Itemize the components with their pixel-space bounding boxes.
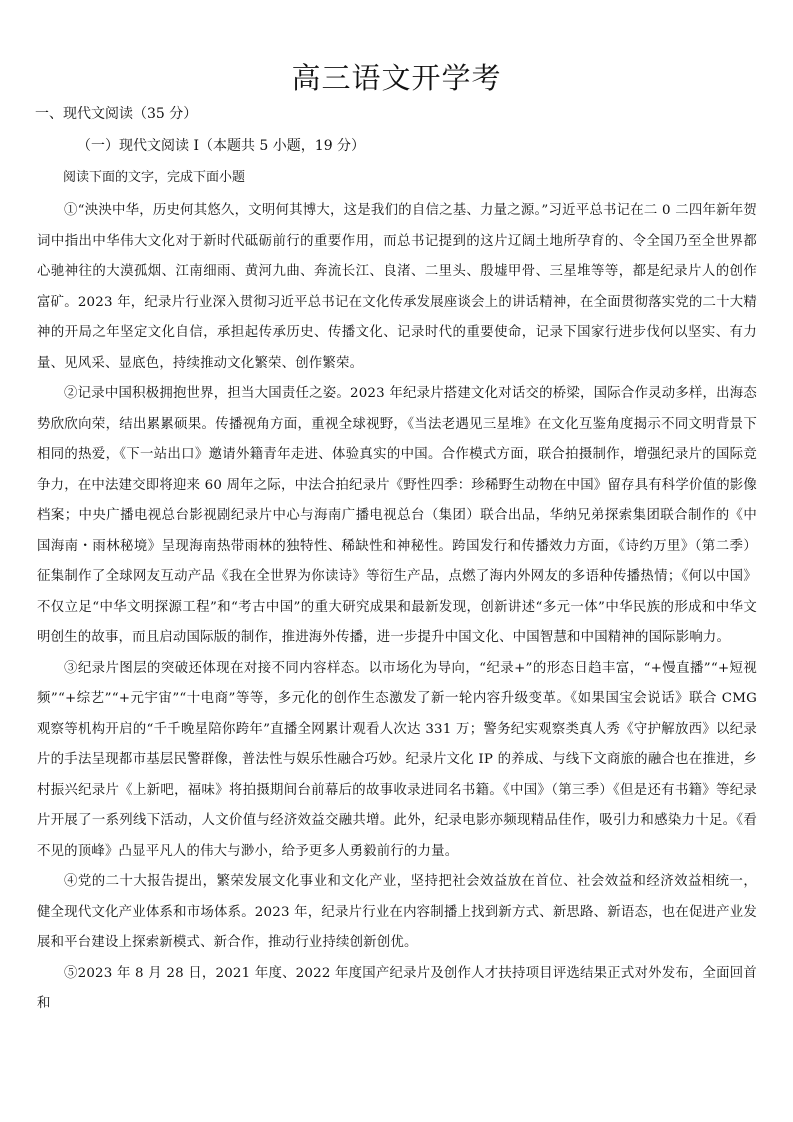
- paragraph-2: ②记录中国积极拥抱世界，担当大国责任之姿。2023 年纪录片搭建文化对话交的桥梁，国际合作灵动多样，出海态势欣欣向荣，结出累累硕果。传播视角方面，重视全球视野，《当法老遇见三星堆》在文化互鉴角度揭示不同文明背景下相同的热爱，《下一站出口》邀请外籍青年走进、体验真实的中国。合作模式方面，联合拍摄制作，增强纪录片的国际竞争力，在中法建交即将迎来 60 周年之际，中法合拍纪录片《野性四季：珍稀野生动物在中国》留存具有科学价值的影像档案；中央广播电视总台影视剧纪录片中心与海南广播电视总台（集团）联合出品，华纳兄弟探索集团联合制作的《中国海南・雨林秘境》呈现海南热带雨林的独特性、稀缺性和神秘性。跨国发行和传播效力方面，《诗约万里》（第二季）征集制作了全球网友互动产品《我在全世界为你读诗》等衍生产品，点燃了海内外网友的多语种传播热情；《何以中国》不仅立足“中华文明探源工程”和“考古中国”的重大研究成果和最新发现，创新讲述“多元一体”中华民族的形成和中华文明创生的故事，而且启动国际版的制作，推进海外传播，进一步提升中国文化、中国智慧和中国精神的国际影响力。: [37, 386, 757, 645]
- paragraph-4: ④党的二十大报告提出，繁荣发展文化事业和文化产业，坚持把社会效益放在首位、社会效益和经济效益相统一，健全现代文化产业体系和市场体系。2023 年，纪录片行业在内容制播上找到新方式、新思路、新语态，也在促进产业发展和平台建设上探索新模式、新合作，推动行业持续创新创优。: [37, 874, 757, 950]
- paragraph-5: ⑤2023 年 8 月 28 日，2021 年度、2022 年度国产纪录片及创作人才扶持项目评选结果正式对外发布，全面回首和: [37, 965, 757, 1011]
- page-title: 高三语文开学考: [291, 61, 502, 95]
- section-heading: 一、现代文阅读（35 分）: [35, 106, 198, 122]
- article-body: [37, 196, 757, 1020]
- reading-instruction: 阅读下面的文字，完成下面小题: [63, 170, 246, 185]
- paragraph-3: ③纪录片图层的突破还体现在对接不同内容样态。以市场化为导向，“纪录+”的形态日趋丰富，“+慢直播”“+短视频”“+综艺”“+元宇宙”“十电商”等等，多元化的创作生态激发了新一轮内容升级变革。《如果国宝会说话》联合 CMG 观察等机构开启的“千千晚星陪你跨年”直播全网累计观看人次达 331 万；警务纪实观察类真人秀《守护解放西》以纪录片的手法呈现都市基层民警群像，普法性与娱乐性融合巧妙。纪录片文化 IP 的养成、与线下文商旅的融合也在推进，乡村振兴纪录片《上新吧，福味》将拍摄期间台前幕后的故事收录进同名书籍。《中国》（第三季）《但是还有书籍》等纪录片开展了一系列线下活动，人文价值与经济效益交融共增。此外，纪录电影亦频现精品佳作，吸引力和感染力十足。《看不见的顶峰》凸显平凡人的伟大与渺小，给予更多人勇毅前行的力量。: [37, 660, 757, 859]
- subsection-heading: （一）现代文阅读 I（本题共 5 小题，19 分）: [77, 138, 366, 154]
- paragraph-1: ①“泱泱中华，历史何其悠久，文明何其博大，这是我们的自信之基、力量之源。”习近平总书记在二 0 二四年新年贺词中指出中华伟大文化对于新时代砥砺前行的重要作用，而总书记提到的这片辽阔土地所孕育的、令全国乃至全世界都心驰神往的大漠孤烟、江南细雨、黄河九曲、奔流长江、良渚、二里头、殷墟甲骨、三星堆等等，都是纪录片人的创作富矿。2023 年，纪录片行业深入贯彻习近平总书记在文化传承发展座谈会上的讲话精神，在全面贯彻落实党的二十大精神的开局之年坚定文化自信，承担起传承历史、传播文化、记录时代的重要使命，记录下国家行进步伐何以坚实、有力量、见风采、显底色，持续推动文化繁荣、创作繁荣。: [37, 203, 757, 371]
